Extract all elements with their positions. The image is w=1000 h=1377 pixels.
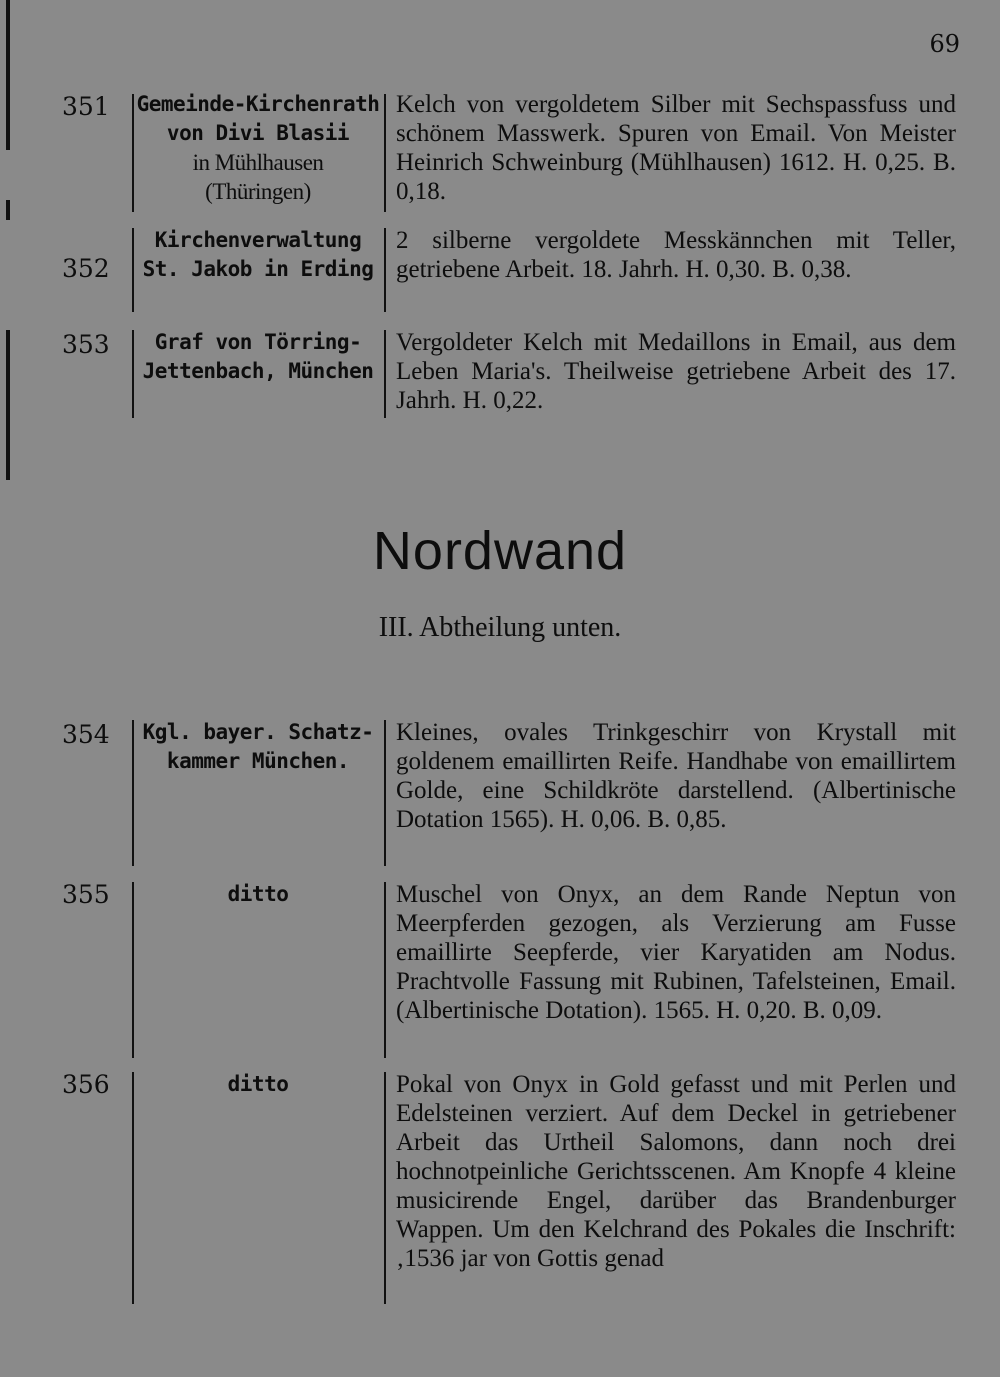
owner-line: (Thüringen) (205, 179, 311, 204)
owner-name (134, 226, 382, 284)
entry-description: Muschel von Onyx, an dem Rande Neptun von Meerpferden gezogen, als Verzierung am Fusse emaillirte Seepferde, vier Karyatiden am Nodus. Prachtvolle Fassung mit Rubinen, Tafelsteinen, Email. (Albertinische Dotation). 1565. H. 0,20. B. 0,09. (396, 881, 956, 1024)
owner-name (134, 880, 382, 909)
owner-name (134, 718, 382, 776)
entry-number: 351 (62, 92, 110, 121)
entry-number: 354 (62, 720, 110, 749)
section-subtitle: III. Abtheilung unten. (378, 612, 622, 643)
owner-line: von Divi Blasii (166, 121, 350, 145)
column-divider (384, 228, 386, 312)
owner-name (134, 90, 382, 206)
entry-description: Kelch von vergoldetem Silber mit Sechspassfuss und schönem Masswerk. Spuren von Email. Von Meister Heinrich Schweinburg (Mühlhausen) 1612. H. 0,25. B. 0,18. (396, 91, 956, 205)
column-divider (132, 1072, 134, 1304)
entry-description: Vergoldeter Kelch mit Medaillons in Email, aus dem Leben Maria's. Theilweise getriebene Arbeit des 17. Jahrh. H. 0,22. (396, 329, 956, 414)
scan-edge-mark (6, 330, 10, 480)
owner-line: Kirchenverwaltung (154, 228, 362, 252)
scan-edge-mark (6, 0, 10, 150)
column-divider (384, 330, 386, 418)
owner-name (134, 1070, 382, 1099)
owner-line: Jettenbach, München (142, 359, 374, 383)
column-divider (384, 720, 386, 866)
entry-number: 355 (62, 880, 110, 909)
owner-line: Kgl. bayer. Schatz- (142, 720, 374, 744)
owner-line: ditto (227, 882, 289, 906)
page-number: 69 (929, 30, 960, 58)
owner-line: St. Jakob in Erding (142, 257, 374, 281)
entry-description: Kleines, ovales Trinkgeschirr von Krystall mit goldenem emaillirten Reife. Handhabe von emaillirtem Golde, eine Schildkröte darstellend. (Albertinische Dotation 1565). H. 0,06. B. 0,85. (396, 719, 956, 833)
owner-line: kammer München. (166, 749, 350, 773)
entry-number: 352 (62, 254, 110, 283)
column-divider (384, 94, 386, 212)
entry-number: 353 (62, 330, 110, 359)
entry-description: 2 silberne vergoldete Messkännchen mit Teller, getriebene Arbeit. 18. Jahrh. H. 0,30. B. 0,38. (396, 227, 956, 283)
owner-line: Gemeinde-Kirchenrath (136, 92, 380, 116)
owner-name (134, 328, 382, 386)
scan-edge-mark (6, 200, 10, 220)
owner-line: in Mühlhausen (192, 150, 324, 175)
column-divider (384, 882, 386, 1058)
entry-description: Pokal von Onyx in Gold gefasst und mit Perlen und Edelsteinen verziert. Auf dem Deckel in getriebener Arbeit das Urtheil Salomons, dann noch drei hochnotpeinliche Gerichtsscenen. Am Knopfe 4 kleine musicirende Engel, darüber das Brandenburger Wappen. Um den Kelchrand des Pokales die Inschrift: ‚1536 jar von Gottis genad (396, 1071, 956, 1272)
section-title: Nordwand (372, 521, 628, 581)
entry-number: 356 (62, 1070, 110, 1099)
owner-line: Graf von Törring- (154, 330, 362, 354)
owner-line: ditto (227, 1072, 289, 1096)
column-divider (384, 1072, 386, 1304)
